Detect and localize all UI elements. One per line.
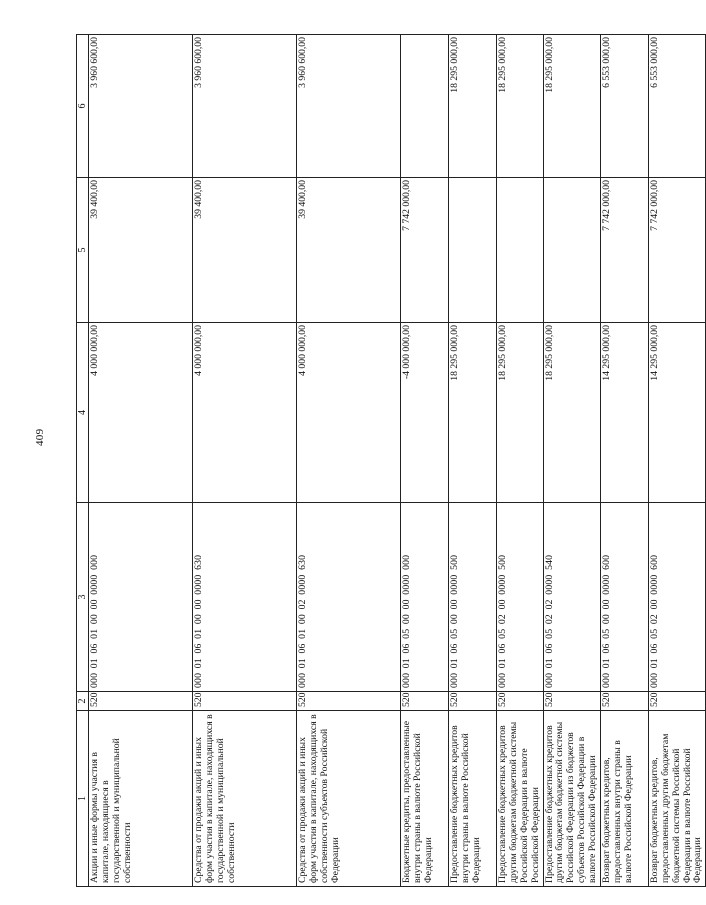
classification-code: 000 01 06 01 00 00 0000 000 [89,503,193,692]
classification-code: 000 01 06 05 02 00 0000 500 [497,503,543,692]
row-name: Акции и иные формы участия в капитале, находящиеся в государственной и муниципальной собственности [89,711,193,887]
column-header: 5 [77,178,89,323]
admin-code: 520 [89,692,193,711]
page-number: 409 [34,428,46,446]
admin-code: 520 [297,692,401,711]
table-row [89,35,193,887]
classification-code: 000 01 06 01 00 02 0000 630 [297,503,401,692]
row-name: Предоставление бюджетных кредитов внутри страны в валюте Российской Федерации [449,711,497,887]
classification-code: 000 01 06 05 02 02 0000 540 [543,503,600,692]
value-col4: -4 000 000,00 [401,323,449,503]
table-row [449,35,497,887]
value-col6: 18 295 000,00 [449,35,497,178]
value-col5: 39 400,00 [193,178,297,323]
rotated-table-wrapper [76,35,706,887]
value-col5: 7 742 000,00 [600,178,648,323]
table-row [401,35,449,887]
classification-code: 000 01 06 05 02 00 0000 600 [648,503,705,692]
value-col6: 3 960 600,00 [193,35,297,178]
column-header: 4 [77,323,89,503]
row-name: Предоставление бюджетных кредитов другим бюджетам бюджетной системы Российской Федерации в валюте Российской Федерации [497,711,543,887]
value-col5 [543,178,600,323]
table-row [297,35,401,887]
row-name: Средства от продажи акций и иных форм участия в капитале, находящихся в государственной и муниципальной собственности [193,711,297,887]
admin-code: 520 [449,692,497,711]
value-col5: 39 400,00 [89,178,193,323]
row-name: Предоставление бюджетных кредитов другим бюджетам бюджетной системы Российской Федерации из бюджетов субъектов Российской Федерации в валюте Российской Федерации [543,711,600,887]
value-col4: 18 295 000,00 [449,323,497,503]
value-col6: 18 295 000,00 [497,35,543,178]
admin-code: 520 [193,692,297,711]
value-col6: 6 553 000,00 [648,35,705,178]
value-col6 [401,35,449,178]
admin-code: 520 [543,692,600,711]
column-header: 6 [77,35,89,178]
value-col4: 18 295 000,00 [497,323,543,503]
budget-table [76,34,706,887]
table-row [600,35,648,887]
value-col4: 4 000 000,00 [89,323,193,503]
row-name: Возврат бюджетных кредитов, предоставленных внутри страны в валюте Российской Федерации [600,711,648,887]
row-name: Бюджетные кредиты, предоставленные внутри страны в валюте Российской Федерации [401,711,449,887]
value-col6: 3 960 600,00 [89,35,193,178]
column-header: 2 [77,692,89,711]
value-col6: 3 960 600,00 [297,35,401,178]
classification-code: 000 01 06 05 00 00 0000 000 [401,503,449,692]
classification-code: 000 01 06 01 00 00 0000 630 [193,503,297,692]
table-row [648,35,705,887]
value-col4: 4 000 000,00 [297,323,401,503]
value-col4: 4 000 000,00 [193,323,297,503]
value-col5: 7 742 000,00 [401,178,449,323]
value-col6: 6 553 000,00 [600,35,648,178]
column-header: 1 [77,711,89,887]
value-col5 [497,178,543,323]
admin-code: 520 [401,692,449,711]
value-col4: 18 295 000,00 [543,323,600,503]
value-col4: 14 295 000,00 [600,323,648,503]
value-col5: 39 400,00 [297,178,401,323]
admin-code: 520 [600,692,648,711]
admin-code: 520 [648,692,705,711]
admin-code: 520 [497,692,543,711]
classification-code: 000 01 06 05 00 00 0000 500 [449,503,497,692]
row-name: Средства от продажи акций и иных форм участия в капитале, находящихся в собственности субъектов Российской Федерации [297,711,401,887]
table-row [497,35,543,887]
header-row [77,35,89,887]
value-col6: 18 295 000,00 [543,35,600,178]
classification-code: 000 01 06 05 00 00 0000 600 [600,503,648,692]
value-col5 [449,178,497,323]
value-col5: 7 742 000,00 [648,178,705,323]
table-row [543,35,600,887]
row-name: Возврат бюджетных кредитов, предоставленных другим бюджетам бюджетной системы Российской Федерации в валюте Российской Федерации [648,711,705,887]
table-row [193,35,297,887]
value-col4: 14 295 000,00 [648,323,705,503]
column-header: 3 [77,503,89,692]
